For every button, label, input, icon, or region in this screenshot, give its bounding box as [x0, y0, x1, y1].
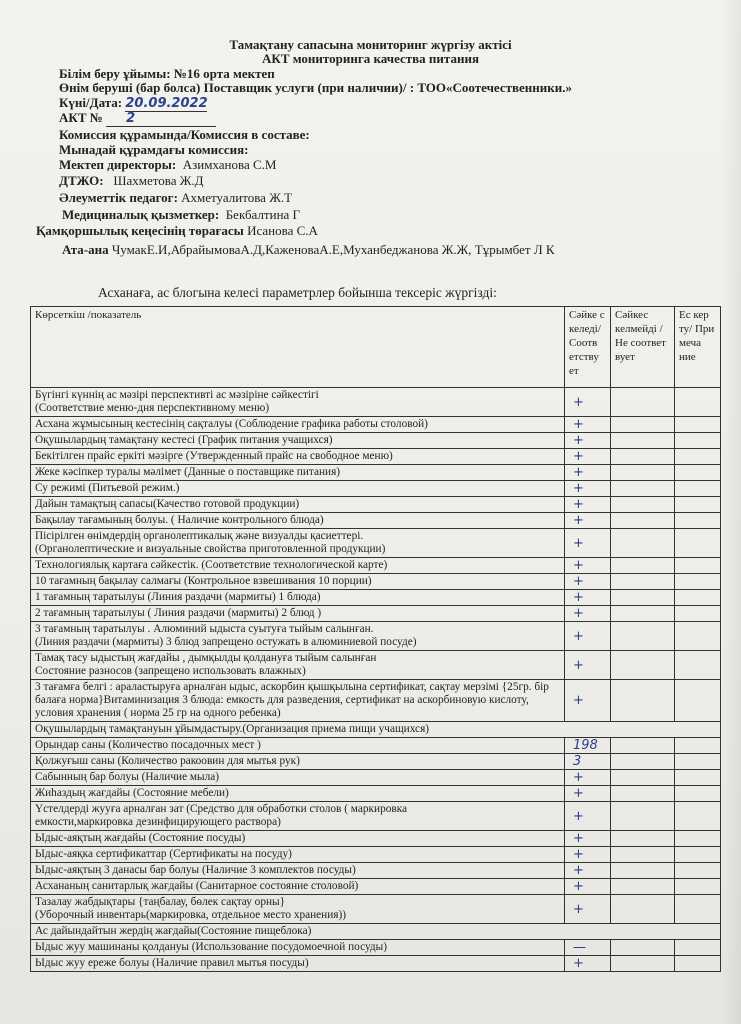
table-row: [31, 738, 721, 754]
nomatch-cell: [611, 497, 675, 513]
table-section-row: [31, 722, 721, 738]
indicator-cell: [31, 465, 565, 481]
match-mark: +: [565, 802, 611, 831]
indicator-cell: [31, 590, 565, 606]
nomatch-cell: [611, 433, 675, 449]
table-row: [31, 574, 721, 590]
table-row: [31, 433, 721, 449]
medical-label: Медициналық қызметкер:: [62, 207, 220, 222]
note-cell: [675, 847, 721, 863]
nomatch-cell: [611, 465, 675, 481]
match-mark: +: [565, 651, 611, 680]
indicator-cell: [31, 863, 565, 879]
table-row: [31, 879, 721, 895]
header-match: Сәйке с келеді/ Соотв етству ет: [565, 307, 611, 388]
header-note: Ес кер ту/ При меча ние: [675, 307, 721, 388]
nomatch-cell: [611, 831, 675, 847]
commission-label: Комиссия құрамында/Комиссия в составе:: [59, 127, 310, 142]
nomatch-cell: [611, 388, 675, 417]
match-mark: +: [565, 449, 611, 465]
table-row: [31, 513, 721, 529]
note-cell: [675, 497, 721, 513]
indicator-text-kz: 3 тағамның таратылуы . Алюминий ыдыста суытуға тыйым салынған.: [35, 623, 374, 635]
note-cell: [675, 786, 721, 802]
note-cell: [675, 831, 721, 847]
match-mark: +: [565, 770, 611, 786]
match-mark: +: [565, 465, 611, 481]
director-value: Азимханова С.М: [182, 157, 277, 172]
note-cell: [675, 417, 721, 433]
indicator-cell: [31, 680, 565, 722]
match-mark: +: [565, 590, 611, 606]
medical-line: [62, 207, 300, 223]
note-cell: [675, 449, 721, 465]
nomatch-cell: [611, 940, 675, 956]
indicator-text-kz: Үстелдерді жууға арналған зат (Средство для обработки столов ( маркировка: [35, 803, 408, 815]
nomatch-cell: [611, 417, 675, 433]
nomatch-cell: [611, 786, 675, 802]
table-row: [31, 465, 721, 481]
match-mark: —: [565, 940, 611, 956]
table-row: [31, 940, 721, 956]
match-mark: +: [565, 433, 611, 449]
table-row: [31, 388, 721, 417]
page-edge-shadow: [721, 0, 741, 1024]
nomatch-cell: [611, 956, 675, 972]
nomatch-cell: [611, 558, 675, 574]
indicator-text-kz: 3 тағамға белгі : араластыруға арналған ыдыс, аскорбин қышқылына сертификат, сақтау мерзімі {25гр. бір балаға норма}Витаминизация 3 блюда: емкость для разведения, сертификат на аскорбиновую кислоту, условия хранения ( норма 25 гр на одного ребенка): [35, 681, 549, 719]
dtzho-line: [59, 173, 204, 189]
board-label: Қамқоршылық кеңесінің төрағасы: [36, 223, 244, 238]
indicator-text-kz: Асхананың санитарлық жағдайы (Санитарное состояние столовой): [35, 880, 359, 892]
indicator-text-ru: Состояние разносов (запрещено использовать влажных): [35, 665, 306, 677]
table-row: [31, 529, 721, 558]
parents-value: ЧумакЕ.И,АбрайымоваА.Д,КаженоваА.Е,Муханбеджанова Ж.Ж, Тұрымбет Л К: [111, 242, 555, 257]
match-mark: +: [565, 847, 611, 863]
match-mark: +: [565, 417, 611, 433]
indicator-cell: [31, 651, 565, 680]
medical-value: Бекбалтина Г: [225, 207, 301, 222]
note-cell: [675, 863, 721, 879]
indicator-cell: [31, 558, 565, 574]
nomatch-cell: [611, 863, 675, 879]
indicator-text-kz: Оқушылардың тамақтану кестесі (График питания учащихся): [35, 434, 333, 446]
supplier-value: ТОО«Соотечественники.»: [417, 80, 572, 95]
indicator-text-kz: Дайын тамақтың сапасы(Качество готовой продукции): [35, 498, 300, 510]
indicator-text-kz: 10 тағамның бақылау салмағы (Контрольное взвешивания 10 порции): [35, 575, 372, 587]
indicator-cell: [31, 754, 565, 770]
indicator-cell: [31, 622, 565, 651]
commission-sub: Мынадай құрамдағы комиссия:: [59, 142, 249, 157]
table-row: [31, 417, 721, 433]
section-title: Оқушылардың тамақтануын ұйымдастыру.(Организация приема пищи учащихся): [31, 722, 721, 738]
indicator-text-ru: (Соответствие меню-дня перспективному меню): [35, 402, 270, 414]
match-mark: +: [565, 786, 611, 802]
indicator-cell: [31, 449, 565, 465]
indicator-text-kz: Қолжуғыш саны (Количество ракоовин для мытья рук): [35, 755, 300, 767]
indicator-cell: [31, 497, 565, 513]
director-line: [59, 157, 276, 173]
table-row: [31, 847, 721, 863]
match-mark: +: [565, 879, 611, 895]
indicator-text-kz: Ыдыс жуу машинаны қолдануы (Использование посудомоечной посуды): [35, 941, 387, 953]
indicator-text-kz: Ыдыс-аяқка сертификаттар (Сертификаты на посуду): [35, 848, 292, 860]
indicator-text-kz: 1 тағамның таратылуы (Линия раздачи (мармиты) 1 блюда): [35, 591, 321, 603]
title-kazakh: Тамақтану сапасына мониторинг жүргізу актісі: [229, 37, 512, 52]
indicator-cell: [31, 529, 565, 558]
table-row: [31, 481, 721, 497]
indicator-text-kz: Технологиялық картаға сәйкестік. (Соответствие технологической карте): [35, 559, 388, 571]
indicator-cell: [31, 786, 565, 802]
nomatch-cell: [611, 513, 675, 529]
match-mark: +: [565, 680, 611, 722]
note-cell: [675, 513, 721, 529]
match-mark: +: [565, 388, 611, 417]
indicator-text-ru: (Органолептические и визуальные свойства приготовленной продукции): [35, 543, 386, 555]
indicator-text-kz: Бекітілген прайс еркіті мәзірге (Утвержденный прайс на свободное меню): [35, 450, 393, 462]
nomatch-cell: [611, 879, 675, 895]
dtzho-value: Шахметова Ж.Д: [113, 173, 204, 188]
nomatch-cell: [611, 802, 675, 831]
nomatch-cell: [611, 895, 675, 924]
indicator-text-kz: Бүгінгі күннің ас мәзірі перспективті ас мәзіріне сәйкестігі: [35, 389, 319, 401]
note-cell: [675, 433, 721, 449]
match-mark: +: [565, 622, 611, 651]
header-nomatch: Сәйкес келмейді / Не соответ вует: [611, 307, 675, 388]
nomatch-cell: [611, 590, 675, 606]
note-cell: [675, 529, 721, 558]
table-row: [31, 956, 721, 972]
nomatch-cell: [611, 651, 675, 680]
indicator-text-kz: Асхана жұмысының кестесінің сақталуы (Соблюдение графика работы столовой): [35, 418, 428, 430]
note-cell: [675, 558, 721, 574]
indicator-cell: [31, 481, 565, 497]
match-mark: +: [565, 497, 611, 513]
nomatch-cell: [611, 622, 675, 651]
match-mark: +: [565, 606, 611, 622]
intro-text: Асханаға, ас блогына келесі параметрлер бойынша тексеріс жүргізді:: [98, 285, 497, 300]
social-line: [59, 190, 292, 206]
note-cell: [675, 754, 721, 770]
social-value: Ахметуалитова Ж.Т: [181, 190, 293, 205]
indicator-cell: [31, 879, 565, 895]
match-mark: +: [565, 863, 611, 879]
indicator-cell: [31, 417, 565, 433]
table-row: [31, 786, 721, 802]
note-cell: [675, 465, 721, 481]
table-row: [31, 606, 721, 622]
indicator-text-kz: Жеке кәсіпкер туралы мәлімет (Данные о поставщике питания): [35, 466, 341, 478]
indicator-text-kz: Жиһаздың жағдайы (Состояние мебели): [35, 787, 229, 799]
indicator-text-ru: (Уборочный инвентарь(маркировка, отдельное место хранения)): [35, 909, 346, 921]
indicator-text-kz: Тазалау жабдықтары {таңбалау, бөлек сақтау орны}: [35, 896, 286, 908]
nomatch-cell: [611, 529, 675, 558]
indicator-text-kz: Бақылау тағамының болуы. ( Наличие контрольного блюда): [35, 514, 324, 526]
indicator-text-kz: Ыдыс-аяқтың 3 данасы бар болуы (Наличие 3 комплектов посуды): [35, 864, 356, 876]
note-cell: [675, 574, 721, 590]
indicator-cell: [31, 388, 565, 417]
nomatch-cell: [611, 847, 675, 863]
table-row: [31, 754, 721, 770]
match-mark: 198: [565, 738, 611, 754]
date-label: Күні/Дата:: [59, 95, 123, 110]
table-row: [31, 680, 721, 722]
note-cell: [675, 879, 721, 895]
note-cell: [675, 770, 721, 786]
title-russian: АКТ мониторинга качества питания: [262, 51, 479, 66]
table-row: [31, 622, 721, 651]
table-row: [31, 802, 721, 831]
nomatch-cell: [611, 738, 675, 754]
indicator-text-kz: Орындар саны (Количество посадочных мест ): [35, 739, 261, 751]
indicator-cell: [31, 831, 565, 847]
indicator-text-kz: Пісірілген өнімдердің органолептикалық және визуалды қасиеттері.: [35, 530, 364, 542]
table-row: [31, 831, 721, 847]
indicator-cell: [31, 574, 565, 590]
note-cell: [675, 940, 721, 956]
match-mark: +: [565, 558, 611, 574]
indicator-cell: [31, 940, 565, 956]
date-value: 20.09.2022: [125, 96, 208, 111]
board-value: Исанова С.А: [247, 223, 318, 238]
nomatch-cell: [611, 481, 675, 497]
indicator-text-kz: Тамақ тасу ыдыстың жағдайы , дымқылды қолдануға тыйым салынған: [35, 652, 377, 664]
indicator-cell: [31, 956, 565, 972]
table-row: [31, 863, 721, 879]
table-row: [31, 497, 721, 513]
supplier-label: Өнім беруші (бар болса) Поставщик услуги (при наличии)/ :: [59, 80, 415, 95]
match-mark: +: [565, 574, 611, 590]
note-cell: [675, 802, 721, 831]
match-mark: +: [565, 956, 611, 972]
director-label: Мектеп директоры:: [59, 157, 177, 172]
table-row: [31, 770, 721, 786]
header-indicator: Көрсеткіш /показатель: [31, 307, 565, 388]
table-header-row: [31, 307, 721, 388]
note-cell: [675, 606, 721, 622]
match-mark: +: [565, 481, 611, 497]
match-mark: +: [565, 895, 611, 924]
nomatch-cell: [611, 606, 675, 622]
indicator-text-kz: 2 тағамның таратылуы ( Линия раздачи (мармиты) 2 блюд ): [35, 607, 322, 619]
dtzho-label: ДТЖО:: [59, 173, 104, 188]
indicator-text-kz: Ыдыс жуу ереже болуы (Наличие правил мытья посуды): [35, 957, 309, 969]
indicator-cell: [31, 770, 565, 786]
table-row: [31, 895, 721, 924]
note-cell: [675, 622, 721, 651]
school-label: Білім беру ұйымы:: [59, 66, 171, 81]
act-line: [59, 110, 216, 127]
note-cell: [675, 738, 721, 754]
note-cell: [675, 956, 721, 972]
board-line: [36, 223, 318, 239]
indicator-text-ru: (Линия раздачи (мармиты) 3 блюд запрещено остужать в алюминиевой посуде): [35, 636, 417, 648]
match-mark: 3: [565, 754, 611, 770]
section-title: Ас дайындайтын жердің жағдайы(Состояние пищеблока): [31, 924, 721, 940]
indicator-cell: [31, 433, 565, 449]
table-row: [31, 651, 721, 680]
table-section-row: [31, 924, 721, 940]
nomatch-cell: [611, 680, 675, 722]
social-label: Әлеуметтік педагог:: [59, 190, 178, 205]
monitoring-table: [30, 306, 721, 972]
nomatch-cell: [611, 770, 675, 786]
parents-line: [62, 242, 555, 258]
nomatch-cell: [611, 754, 675, 770]
note-cell: [675, 388, 721, 417]
act-value: 2: [106, 111, 216, 127]
indicator-text-kz: Ыдыс-аяқтың жағдайы (Состояние посуды): [35, 832, 246, 844]
supplier-line: [59, 80, 572, 96]
note-cell: [675, 651, 721, 680]
indicator-text-kz: Су режимі (Питьевой режим.): [35, 482, 180, 494]
parents-label: Ата-ана: [62, 242, 109, 257]
indicator-text-kz: Сабынның бар болуы (Наличие мыла): [35, 771, 220, 783]
indicator-text-ru: емкости,маркировка дезинфицирующего раствора): [35, 816, 281, 828]
indicator-cell: [31, 847, 565, 863]
table-row: [31, 558, 721, 574]
table-row: [31, 590, 721, 606]
nomatch-cell: [611, 574, 675, 590]
indicator-cell: [31, 802, 565, 831]
act-label: АКТ №: [59, 110, 103, 125]
note-cell: [675, 895, 721, 924]
note-cell: [675, 590, 721, 606]
indicator-cell: [31, 606, 565, 622]
table-row: [31, 449, 721, 465]
indicator-cell: [31, 738, 565, 754]
indicator-cell: [31, 513, 565, 529]
indicator-cell: [31, 895, 565, 924]
note-cell: [675, 680, 721, 722]
match-mark: +: [565, 529, 611, 558]
note-cell: [675, 481, 721, 497]
school-value: №16 орта мектеп: [173, 66, 275, 81]
nomatch-cell: [611, 449, 675, 465]
match-mark: +: [565, 831, 611, 847]
match-mark: +: [565, 513, 611, 529]
